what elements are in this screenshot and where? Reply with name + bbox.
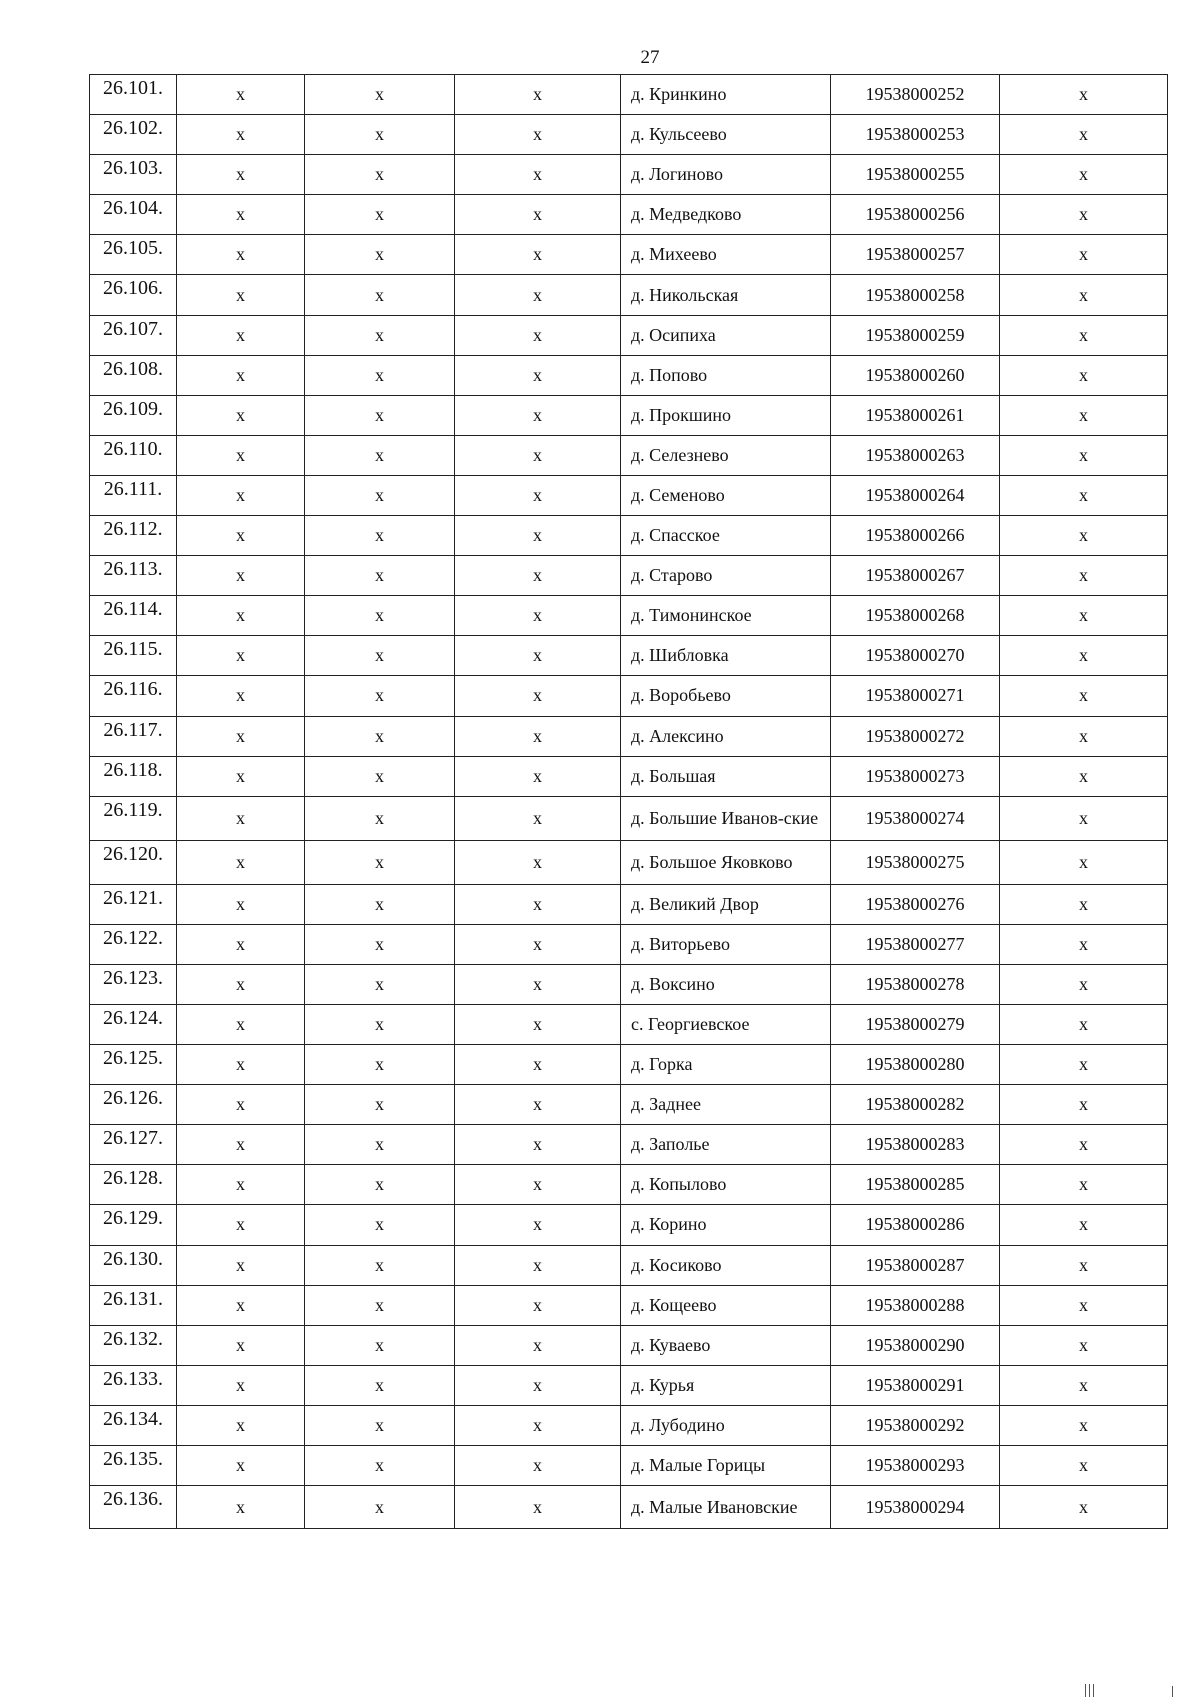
oktmo-code-cell: 19538000274 [831,796,1000,840]
row-number-cell: 26.136. [90,1486,177,1529]
column-3-cell: x [455,1245,621,1285]
column-7-cell: x [1000,115,1168,155]
column-3-cell: x [455,75,621,115]
row-number-cell: 26.115. [90,636,177,676]
table-row [90,756,1168,796]
row-number-cell: 26.117. [90,716,177,756]
column-3-cell: x [455,395,621,435]
column-7-cell: x [1000,1325,1168,1365]
column-7-cell: x [1000,556,1168,596]
column-7-cell: x [1000,884,1168,924]
settlement-name-cell: д. Воробьево [621,676,831,716]
column-3-cell: x [455,1325,621,1365]
column-7-cell: x [1000,840,1168,884]
column-2-cell: x [305,556,455,596]
column-3-cell: x [455,155,621,195]
column-7-cell: x [1000,1486,1168,1529]
oktmo-code-cell: 19538000264 [831,475,1000,515]
oktmo-code-cell: 19538000273 [831,756,1000,796]
oktmo-code-cell: 19538000256 [831,195,1000,235]
oktmo-code-cell: 19538000288 [831,1285,1000,1325]
table-row [90,355,1168,395]
oktmo-code-cell: 19538000287 [831,1245,1000,1285]
column-1-cell: x [177,155,305,195]
column-3-cell: x [455,435,621,475]
row-number-cell: 26.101. [90,75,177,115]
settlement-name-cell: д. Малые Ивановские [621,1486,831,1529]
settlement-name-cell: д. Шибловка [621,636,831,676]
column-1-cell: x [177,315,305,355]
column-1-cell: x [177,1325,305,1365]
row-number-cell: 26.111. [90,475,177,515]
column-3-cell: x [455,275,621,315]
page-number: 27 [640,47,660,68]
column-1-cell: x [177,355,305,395]
column-3-cell: x [455,964,621,1004]
oktmo-code-cell: 19538000261 [831,395,1000,435]
settlement-name-cell: д. Великий Двор [621,884,831,924]
column-3-cell: x [455,556,621,596]
column-7-cell: x [1000,1045,1168,1085]
settlement-name-cell: д. Косиково [621,1245,831,1285]
column-2-cell: x [305,1325,455,1365]
column-7-cell: x [1000,235,1168,275]
table-row [90,840,1168,884]
row-number-cell: 26.129. [90,1205,177,1245]
column-7-cell: x [1000,596,1168,636]
table-body [90,75,1168,1529]
row-number-cell: 26.105. [90,235,177,275]
column-7-cell: x [1000,924,1168,964]
row-number-cell: 26.108. [90,355,177,395]
column-2-cell: x [305,924,455,964]
column-7-cell: x [1000,1446,1168,1486]
settlement-name-cell: д. Михеево [621,235,831,275]
column-3-cell: x [455,115,621,155]
column-7-cell: x [1000,1085,1168,1125]
row-number-cell: 26.106. [90,275,177,315]
column-3-cell: x [455,1205,621,1245]
row-number-cell: 26.132. [90,1325,177,1365]
column-3-cell: x [455,756,621,796]
row-number-cell: 26.103. [90,155,177,195]
column-7-cell: x [1000,1004,1168,1044]
column-7-cell: x [1000,1285,1168,1325]
table-row [90,884,1168,924]
column-2-cell: x [305,1004,455,1044]
row-number-cell: 26.113. [90,556,177,596]
table-row [90,1045,1168,1085]
row-number-cell: 26.124. [90,1004,177,1044]
oktmo-code-cell: 19538000279 [831,1004,1000,1044]
settlement-name-cell: д. Копылово [621,1165,831,1205]
column-7-cell: x [1000,1125,1168,1165]
column-7-cell: x [1000,475,1168,515]
row-number-cell: 26.109. [90,395,177,435]
column-2-cell: x [305,1085,455,1125]
column-7-cell: x [1000,964,1168,1004]
column-7-cell: x [1000,716,1168,756]
table-row [90,395,1168,435]
oktmo-code-cell: 19538000257 [831,235,1000,275]
oktmo-code-cell: 19538000283 [831,1125,1000,1165]
oktmo-code-cell: 19538000267 [831,556,1000,596]
oktmo-code-cell: 19538000270 [831,636,1000,676]
scan-mark [1085,1684,1115,1697]
row-number-cell: 26.118. [90,756,177,796]
table-row [90,1125,1168,1165]
settlement-name-cell: д. Большие Иванов-ские [621,796,831,840]
column-1-cell: x [177,275,305,315]
column-1-cell: x [177,516,305,556]
column-1-cell: x [177,1004,305,1044]
column-7-cell: x [1000,155,1168,195]
column-3-cell: x [455,636,621,676]
settlement-name-cell: д. Осипиха [621,315,831,355]
settlement-name-cell: д. Большое Яковково [621,840,831,884]
column-2-cell: x [305,1405,455,1445]
settlement-name-cell: д. Алексино [621,716,831,756]
table-row [90,1205,1168,1245]
column-7-cell: x [1000,315,1168,355]
settlement-name-cell: д. Прокшино [621,395,831,435]
column-7-cell: x [1000,756,1168,796]
column-7-cell: x [1000,1205,1168,1245]
column-2-cell: x [305,1205,455,1245]
column-3-cell: x [455,1365,621,1405]
settlement-name-cell: д. Селезнево [621,435,831,475]
table-row [90,796,1168,840]
row-number-cell: 26.121. [90,884,177,924]
row-number-cell: 26.107. [90,315,177,355]
column-2-cell: x [305,195,455,235]
table-row [90,1325,1168,1365]
column-7-cell: x [1000,1245,1168,1285]
settlement-name-cell: д. Воксино [621,964,831,1004]
column-2-cell: x [305,1045,455,1085]
column-2-cell: x [305,756,455,796]
table-row [90,964,1168,1004]
row-number-cell: 26.120. [90,840,177,884]
row-number-cell: 26.128. [90,1165,177,1205]
column-1-cell: x [177,636,305,676]
table-row [90,1405,1168,1445]
row-number-cell: 26.123. [90,964,177,1004]
column-2-cell: x [305,1446,455,1486]
column-1-cell: x [177,924,305,964]
settlement-name-cell: д. Кринкино [621,75,831,115]
oktmo-code-cell: 19538000253 [831,115,1000,155]
row-number-cell: 26.133. [90,1365,177,1405]
table-row [90,235,1168,275]
row-number-cell: 26.134. [90,1405,177,1445]
table-row [90,1085,1168,1125]
settlement-name-cell: д. Попово [621,355,831,395]
table-row [90,516,1168,556]
column-3-cell: x [455,475,621,515]
column-1-cell: x [177,676,305,716]
column-3-cell: x [455,516,621,556]
settlement-name-cell: д. Логиново [621,155,831,195]
column-1-cell: x [177,796,305,840]
table-row [90,716,1168,756]
column-3-cell: x [455,796,621,840]
table-row [90,475,1168,515]
column-2-cell: x [305,884,455,924]
column-7-cell: x [1000,1405,1168,1445]
settlement-name-cell: д. Заднее [621,1085,831,1125]
column-1-cell: x [177,964,305,1004]
column-3-cell: x [455,1004,621,1044]
oktmo-code-cell: 19538000293 [831,1446,1000,1486]
oktmo-code-cell: 19538000285 [831,1165,1000,1205]
column-2-cell: x [305,315,455,355]
table-row [90,676,1168,716]
column-1-cell: x [177,596,305,636]
column-1-cell: x [177,435,305,475]
column-2-cell: x [305,1125,455,1165]
oktmo-code-cell: 19538000263 [831,435,1000,475]
column-2-cell: x [305,155,455,195]
table-row [90,435,1168,475]
column-1-cell: x [177,1486,305,1529]
column-1-cell: x [177,235,305,275]
settlement-name-cell: д. Горка [621,1045,831,1085]
oktmo-code-cell: 19538000255 [831,155,1000,195]
column-1-cell: x [177,195,305,235]
row-number-cell: 26.130. [90,1245,177,1285]
column-7-cell: x [1000,275,1168,315]
row-number-cell: 26.114. [90,596,177,636]
column-3-cell: x [455,1405,621,1445]
column-3-cell: x [455,1125,621,1165]
oktmo-code-cell: 19538000275 [831,840,1000,884]
oktmo-code-cell: 19538000280 [831,1045,1000,1085]
row-number-cell: 26.135. [90,1446,177,1486]
settlement-name-cell: д. Медведково [621,195,831,235]
oktmo-code-cell: 19538000282 [831,1085,1000,1125]
settlement-name-cell: д. Курья [621,1365,831,1405]
column-2-cell: x [305,636,455,676]
row-number-cell: 26.122. [90,924,177,964]
table-row [90,115,1168,155]
column-1-cell: x [177,475,305,515]
column-3-cell: x [455,1446,621,1486]
column-3-cell: x [455,1045,621,1085]
column-2-cell: x [305,676,455,716]
table-row [90,636,1168,676]
row-number-cell: 26.126. [90,1085,177,1125]
column-3-cell: x [455,1085,621,1125]
oktmo-code-cell: 19538000278 [831,964,1000,1004]
column-2-cell: x [305,435,455,475]
oktmo-code-cell: 19538000258 [831,275,1000,315]
column-2-cell: x [305,964,455,1004]
row-number-cell: 26.116. [90,676,177,716]
settlement-name-cell: д. Кульсеево [621,115,831,155]
column-7-cell: x [1000,195,1168,235]
column-1-cell: x [177,1446,305,1486]
column-2-cell: x [305,1285,455,1325]
oktmo-code-cell: 19538000268 [831,596,1000,636]
column-7-cell: x [1000,355,1168,395]
column-3-cell: x [455,315,621,355]
column-1-cell: x [177,1045,305,1085]
column-2-cell: x [305,1165,455,1205]
column-1-cell: x [177,556,305,596]
column-7-cell: x [1000,516,1168,556]
column-7-cell: x [1000,796,1168,840]
column-2-cell: x [305,275,455,315]
oktmo-code-cell: 19538000266 [831,516,1000,556]
column-7-cell: x [1000,1365,1168,1405]
row-number-cell: 26.131. [90,1285,177,1325]
settlement-name-cell: д. Куваево [621,1325,831,1365]
column-2-cell: x [305,355,455,395]
table-row [90,195,1168,235]
settlement-name-cell: д. Тимонинское [621,596,831,636]
table-row [90,155,1168,195]
oktmo-code-cell: 19538000286 [831,1205,1000,1245]
column-7-cell: x [1000,1165,1168,1205]
table-row [90,1365,1168,1405]
oktmo-code-cell: 19538000276 [831,884,1000,924]
table-row [90,1245,1168,1285]
column-3-cell: x [455,676,621,716]
settlement-name-cell: д. Старово [621,556,831,596]
column-1-cell: x [177,1365,305,1405]
table-row [90,1285,1168,1325]
column-2-cell: x [305,1245,455,1285]
column-2-cell: x [305,475,455,515]
column-1-cell: x [177,884,305,924]
column-3-cell: x [455,195,621,235]
column-3-cell: x [455,840,621,884]
column-7-cell: x [1000,395,1168,435]
row-number-cell: 26.112. [90,516,177,556]
oktmo-code-cell: 19538000272 [831,716,1000,756]
settlement-name-cell: д. Лубодино [621,1405,831,1445]
oktmo-code-cell: 19538000292 [831,1405,1000,1445]
settlement-name-cell: д. Кощеево [621,1285,831,1325]
column-7-cell: x [1000,636,1168,676]
oktmo-code-cell: 19538000294 [831,1486,1000,1529]
column-1-cell: x [177,840,305,884]
row-number-cell: 26.119. [90,796,177,840]
table-row [90,1486,1168,1529]
column-2-cell: x [305,115,455,155]
settlement-name-cell: д. Спасское [621,516,831,556]
column-1-cell: x [177,1085,305,1125]
row-number-cell: 26.127. [90,1125,177,1165]
oktmo-code-cell: 19538000260 [831,355,1000,395]
column-1-cell: x [177,395,305,435]
table-row [90,275,1168,315]
table-row [90,315,1168,355]
column-2-cell: x [305,596,455,636]
column-3-cell: x [455,1165,621,1205]
column-3-cell: x [455,1285,621,1325]
table-row [90,556,1168,596]
settlement-name-cell: д. Семеново [621,475,831,515]
column-2-cell: x [305,716,455,756]
oktmo-code-cell: 19538000252 [831,75,1000,115]
settlement-name-cell: с. Георгиевское [621,1004,831,1044]
column-3-cell: x [455,596,621,636]
column-3-cell: x [455,235,621,275]
table-row [90,1004,1168,1044]
oktmo-code-cell: 19538000277 [831,924,1000,964]
oktmo-code-cell: 19538000290 [831,1325,1000,1365]
column-2-cell: x [305,516,455,556]
table-row [90,596,1168,636]
table-row [90,75,1168,115]
settlement-name-cell: д. Заполье [621,1125,831,1165]
settlement-name-cell: д. Никольская [621,275,831,315]
settlement-name-cell: д. Большая [621,756,831,796]
scan-edge-tick [1172,1686,1173,1697]
column-2-cell: x [305,395,455,435]
column-1-cell: x [177,756,305,796]
column-3-cell: x [455,716,621,756]
column-1-cell: x [177,1405,305,1445]
column-1-cell: x [177,1245,305,1285]
table-row [90,1446,1168,1486]
row-number-cell: 26.110. [90,435,177,475]
column-1-cell: x [177,1165,305,1205]
settlement-name-cell: д. Корино [621,1205,831,1245]
column-3-cell: x [455,355,621,395]
column-7-cell: x [1000,435,1168,475]
settlements-table [89,74,1168,1529]
column-2-cell: x [305,1486,455,1529]
column-2-cell: x [305,840,455,884]
column-1-cell: x [177,1285,305,1325]
column-3-cell: x [455,884,621,924]
column-1-cell: x [177,1125,305,1165]
table-row [90,924,1168,964]
column-3-cell: x [455,1486,621,1529]
oktmo-code-cell: 19538000291 [831,1365,1000,1405]
oktmo-code-cell: 19538000259 [831,315,1000,355]
oktmo-code-cell: 19538000271 [831,676,1000,716]
column-1-cell: x [177,115,305,155]
column-3-cell: x [455,924,621,964]
column-1-cell: x [177,716,305,756]
column-1-cell: x [177,1205,305,1245]
column-7-cell: x [1000,75,1168,115]
settlement-name-cell: д. Виторьево [621,924,831,964]
table-row [90,1165,1168,1205]
settlement-name-cell: д. Малые Горицы [621,1446,831,1486]
column-2-cell: x [305,235,455,275]
row-number-cell: 26.125. [90,1045,177,1085]
column-2-cell: x [305,75,455,115]
column-1-cell: x [177,75,305,115]
row-number-cell: 26.104. [90,195,177,235]
column-7-cell: x [1000,676,1168,716]
column-2-cell: x [305,796,455,840]
column-2-cell: x [305,1365,455,1405]
row-number-cell: 26.102. [90,115,177,155]
